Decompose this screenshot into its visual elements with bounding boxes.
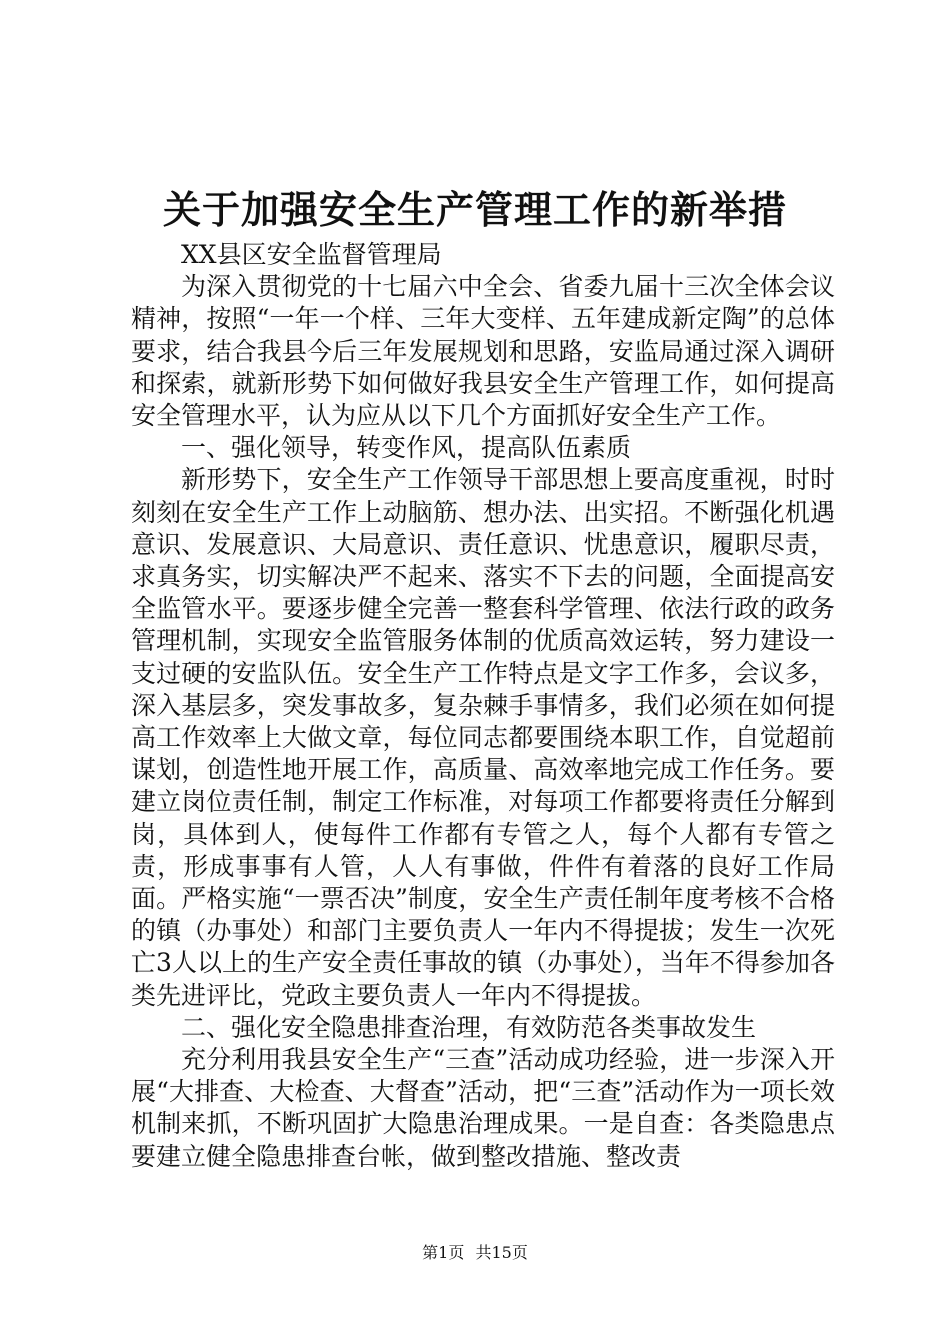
document-title: 关于加强安全生产管理工作的新举措 [162,187,787,232]
issuing-office: XX县区安全监督管理局 [181,240,442,269]
section-1-paragraph: 新形势下，安全生产工作领导干部思想上要高度重视，时时刻刻在安全生产工作上动脑筋、想办法、出实招。不断强化机遇意识、发展意识、大局意识、责任意识、忧患意识，履职尽责，求真务实，切实解决严不起来、落实不下去的问题，全面提高安全监管水平。要逐步健全完善一整套科学管理、依法行政的政务管理机制，实现安全监管服务体制的优质高效运转，努力建设一支过硬的安监队伍。安全生产工作特点是文字工作多，会议多，深入基层多，突发事故多，复杂棘手事情多，我们必须在如何提高工作效率上大做文章，每位同志都要围绕本职工作，自觉超前谋划，创造性地开展工作，高质量、高效率地完成工作任务。要建立岗位责任制，制定工作标准，对每项工作都要将责任分解到岗，具体到人，使每件工作都有专管之人，每个人都有专管之责，形成事事有人管，人人有事做，件件有着落的良好工作局面。严格实施“一票否决”制度，安全生产责任制年度考核不合格的镇（办事处）和部门主要负责人一年内不得提拔；发生一次死亡3人以上的生产安全责任事故的镇（办事处），当年不得参加各类先进评比，党政主要负责人一年内不得提拔。 [131,465,835,1010]
page-total: 共15页 [475,1243,528,1262]
intro-paragraph: 为深入贯彻党的十七届六中全会、省委九届十三次全体会议精神，按照“一年一个样、三年大变样、五年建成新定陶”的总体要求，结合我县今后三年发展规划和思路，安监局通过深入调研和探索，就新形势下如何做好我县安全生产管理工作，如何提高安全管理水平，认为应从以下几个方面抓好安全生产工作。 [131,272,835,431]
section-2-paragraph: 充分利用我县安全生产“三查”活动成功经验，进一步深入开展“大排查、大检查、大督查”活动，把“三查”活动作为一项长效机制来抓，不断巩固扩大隐患治理成果。一是自查：各类隐患点要建立健全隐患排查台帐，做到整改措施、整改责 [131,1045,835,1171]
section-heading-1: 一、强化领导，转变作风，提高队伍素质 [181,433,632,463]
page-footer [0,1243,950,1263]
section-heading-2: 二、强化安全隐患排查治理，有效防范各类事故发生 [181,1012,757,1042]
document-body [131,239,835,1173]
page-number: 第1页 [422,1243,465,1262]
